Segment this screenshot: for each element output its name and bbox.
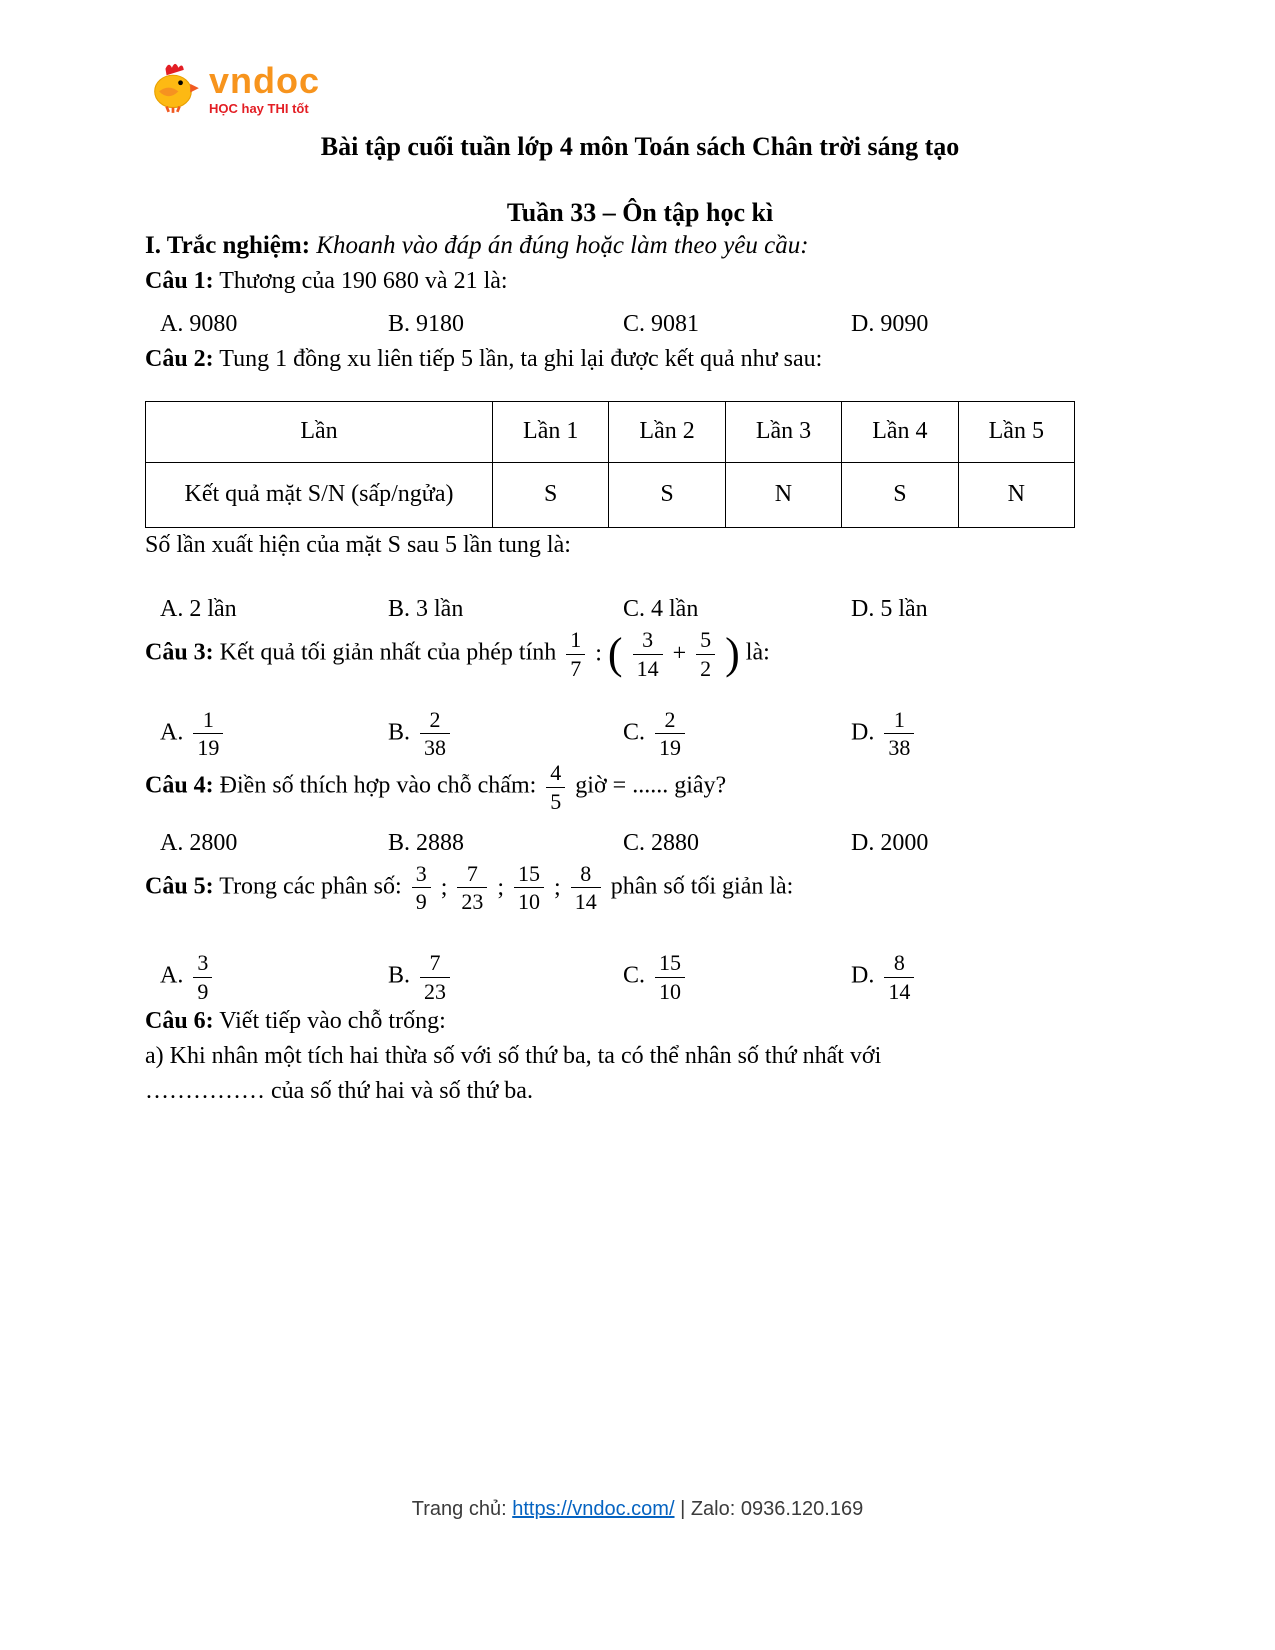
fraction: $\frac{3}{14}$ <box>633 627 663 681</box>
table-header-cell: Lần 2 <box>609 401 725 462</box>
question-2-text: Tung 1 đồng xu liên tiếp 5 lần, ta ghi lại được kết quả như sau: <box>219 345 823 372</box>
separator: ; <box>497 874 505 901</box>
fraction: $\frac{1}{19}$ <box>193 707 223 761</box>
question-6-text: Viết tiếp vào chỗ trống: <box>219 1008 446 1034</box>
plus-operator: + <box>672 640 687 667</box>
option-key: D. <box>851 830 875 857</box>
question-4-text-after: giờ = ...... giây? <box>575 772 727 799</box>
option-d <box>851 592 1135 627</box>
question-5-text-after: phân số tối giản là: <box>610 873 794 900</box>
option-b <box>388 826 623 861</box>
open-paren: ( <box>607 629 623 679</box>
fraction: $\frac{8}{14}$ <box>571 861 601 915</box>
question-1-label: Câu 1: <box>145 268 214 295</box>
page-footer <box>0 1498 1275 1521</box>
question-2-label: Câu 2: <box>145 345 214 372</box>
option-key: C. <box>623 596 646 623</box>
question-3 <box>145 627 1135 681</box>
table-cell: S <box>493 462 609 527</box>
table-header-row <box>146 401 1075 462</box>
option-key: C. <box>623 719 646 746</box>
option-c <box>623 707 851 761</box>
question-3-options <box>145 707 1135 761</box>
option-key: D. <box>851 719 875 746</box>
option-value: 2800 <box>189 830 238 857</box>
question-5-options <box>145 950 1135 1004</box>
option-key: A. <box>160 596 184 623</box>
option-d <box>851 950 1135 1004</box>
question-2-options <box>145 592 1135 627</box>
table-data-row <box>146 462 1075 527</box>
footer-separator: | <box>680 1498 686 1520</box>
option-a <box>160 592 388 627</box>
option-b <box>388 592 623 627</box>
option-value: 9090 <box>880 311 929 338</box>
division-operator: : <box>595 640 602 667</box>
option-a <box>160 950 388 1004</box>
fraction: $\frac{1}{7}$ <box>566 627 585 681</box>
option-key: C. <box>623 830 646 857</box>
option-c <box>623 950 851 1004</box>
option-key: D. <box>851 962 875 989</box>
close-paren: ) <box>725 629 740 679</box>
fraction: $\frac{2}{19}$ <box>655 707 685 761</box>
option-value: 4 lần <box>651 596 699 623</box>
fraction: $\frac{5}{2}$ <box>696 627 715 681</box>
option-c <box>623 592 851 627</box>
table-cell: S <box>609 462 725 527</box>
option-key: B. <box>388 719 411 746</box>
logo-text <box>209 60 321 116</box>
question-6-part-a-line2: …………… của số thứ hai và số thứ ba. <box>145 1077 533 1104</box>
option-d <box>851 826 1135 861</box>
footer-zalo: Zalo: 0936.120.169 <box>690 1498 864 1520</box>
page-subtitle: Tuần 33 – Ôn tập học kì <box>506 198 774 227</box>
option-value: 9081 <box>651 311 700 338</box>
separator: ; <box>554 874 561 901</box>
fraction: $\frac{8}{14}$ <box>884 950 914 1004</box>
question-5 <box>145 861 1135 915</box>
question-5-label: Câu 5: <box>145 873 214 900</box>
fraction: $\frac{7}{23}$ <box>420 950 450 1004</box>
logo-brand: vndoc <box>209 60 321 101</box>
option-c <box>623 307 851 342</box>
table-header-cell: Lần 4 <box>842 401 958 462</box>
option-value: 2 lần <box>189 596 237 623</box>
table-cell: S <box>842 462 958 527</box>
option-key: A. <box>160 719 184 746</box>
fraction: $\frac{7}{23}$ <box>457 861 487 915</box>
option-key: B. <box>388 830 411 857</box>
option-key: C. <box>623 311 646 338</box>
option-key: B. <box>388 311 411 338</box>
coin-toss-table <box>145 401 1075 528</box>
fraction: $\frac{4}{5}$ <box>546 760 565 814</box>
question-3-text-before: Kết quả tối giản nhất của phép tính <box>219 639 557 666</box>
option-value: 9080 <box>189 311 238 338</box>
question-1 <box>145 264 1135 299</box>
option-d <box>851 307 1135 342</box>
option-key: D. <box>851 596 875 623</box>
option-d <box>851 707 1135 761</box>
section-heading <box>145 228 1135 264</box>
question-3-label: Câu 3: <box>145 639 214 666</box>
question-6 <box>145 1004 1135 1039</box>
table-row-label: Kết quả mặt S/N (sấp/ngửa) <box>146 462 493 527</box>
option-a <box>160 826 388 861</box>
table-header-cell: Lần 5 <box>958 401 1074 462</box>
option-key: D. <box>851 311 875 338</box>
option-value: 9180 <box>416 311 465 338</box>
question-4-text-before: Điền số thích hợp vào chỗ chấm: <box>219 772 537 799</box>
table-cell: N <box>725 462 841 527</box>
table-header-cell: Lần 1 <box>493 401 609 462</box>
option-value: 5 lần <box>880 596 928 623</box>
table-header-cell: Lần 3 <box>725 401 841 462</box>
option-value: 2888 <box>416 830 465 857</box>
fraction: $\frac{15}{10}$ <box>514 861 544 915</box>
fraction: $\frac{3}{9}$ <box>193 950 212 1004</box>
fraction: $\frac{2}{38}$ <box>420 707 450 761</box>
question-5-text-before: Trong các phân số: <box>219 873 402 900</box>
fraction: $\frac{15}{10}$ <box>655 950 685 1004</box>
option-a <box>160 707 388 761</box>
question-1-text: Thương của 190 680 và 21 là: <box>219 268 508 295</box>
section-label: I. Trắc nghiệm: <box>145 232 311 259</box>
option-key: A. <box>160 962 184 989</box>
section-instruction: Khoanh vào đáp án đúng hoặc làm theo yêu cầu: <box>316 232 809 259</box>
option-a <box>160 307 388 342</box>
option-key: A. <box>160 830 184 857</box>
table-cell: N <box>958 462 1074 527</box>
option-b <box>388 707 623 761</box>
option-key: A. <box>160 311 184 338</box>
option-key: B. <box>388 596 411 623</box>
option-b <box>388 950 623 1004</box>
question-3-text-after: là: <box>745 639 770 666</box>
question-6-label: Câu 6: <box>145 1008 214 1034</box>
option-value: 2000 <box>880 830 929 857</box>
fraction: $\frac{1}{38}$ <box>884 707 914 761</box>
page-title: Bài tập cuối tuần lớp 4 môn Toán sách Chân trời sáng tạo <box>320 132 960 161</box>
table-header-cell: Lần <box>146 401 493 462</box>
option-c <box>623 826 851 861</box>
question-4 <box>145 760 1135 814</box>
option-key: B. <box>388 962 411 989</box>
option-b <box>388 307 623 342</box>
separator: ; <box>440 874 448 901</box>
footer-link[interactable]: https://vndoc.com/ <box>512 1498 675 1520</box>
vndoc-logo <box>145 56 1135 122</box>
logo-tagline: HỌC hay THI tốt <box>209 101 309 116</box>
footer-prefix: Trang chủ: <box>411 1498 507 1520</box>
question-2-followup: Số lần xuất hiện của mặt S sau 5 lần tung là: <box>145 531 571 558</box>
option-value: 2880 <box>651 830 700 857</box>
question-1-options <box>145 307 1135 342</box>
chicken-mascot-icon <box>145 58 201 121</box>
question-4-label: Câu 4: <box>145 772 214 799</box>
option-key: C. <box>623 962 646 989</box>
question-6-part-a-line1: a) Khi nhân một tích hai thừa số với số thứ ba, ta có thể nhân số thứ nhất với <box>145 1042 882 1069</box>
fraction: $\frac{3}{9}$ <box>412 861 431 915</box>
question-2 <box>145 342 1135 377</box>
option-value: 3 lần <box>416 596 464 623</box>
question-4-options <box>145 826 1135 861</box>
